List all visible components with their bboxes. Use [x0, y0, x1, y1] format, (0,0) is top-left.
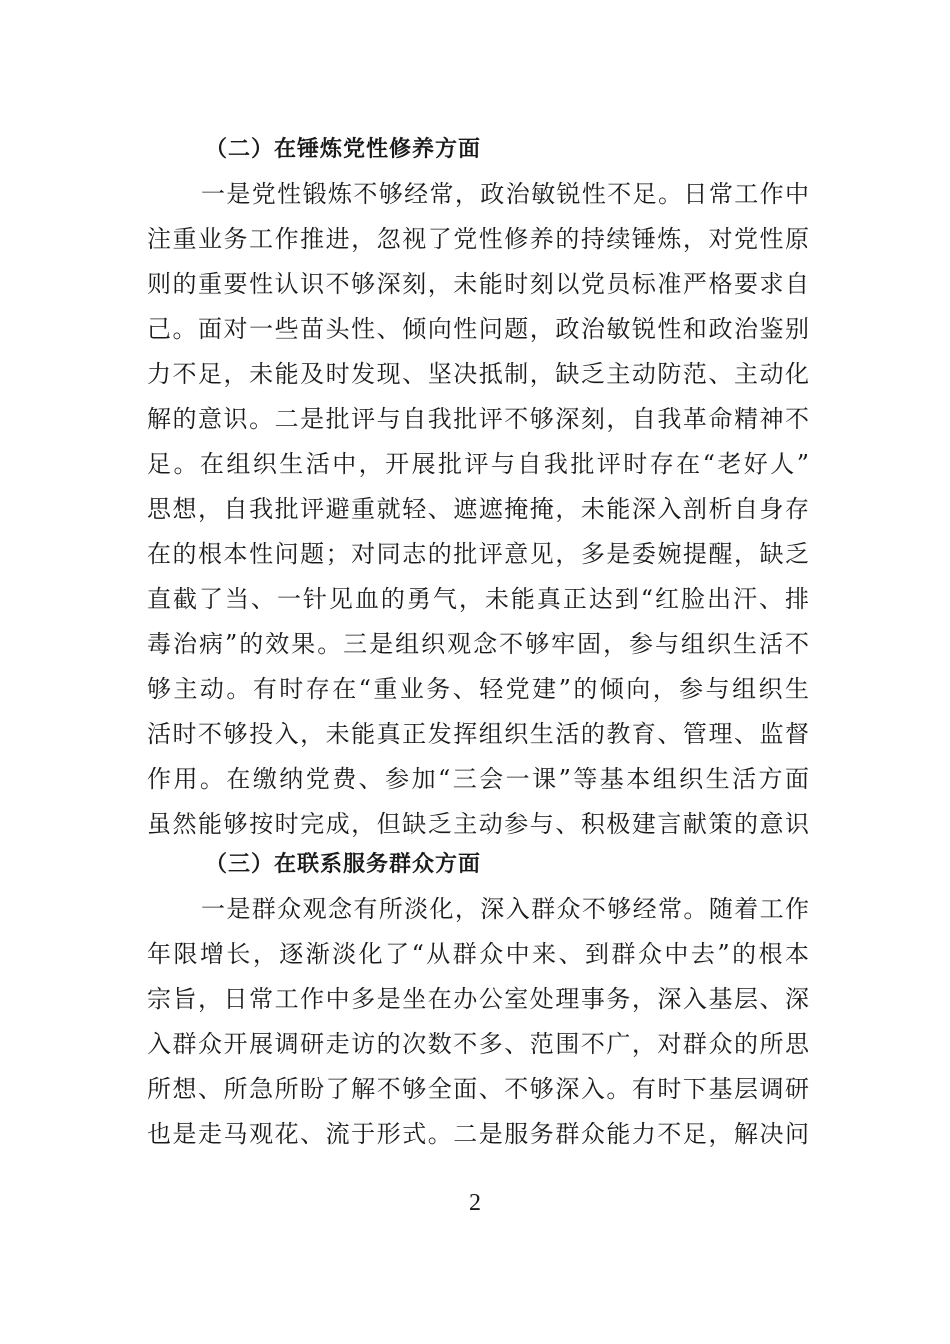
paragraph-line: 作用。在缴纳党费、参加“三会一课”等基本组织生活方面 — [147, 765, 809, 793]
paragraph-line: 力不足，未能及时发现、坚决抵制，缺乏主动防范、主动化 — [147, 360, 809, 388]
paragraph-line: 够主动。有时存在“重业务、轻党建”的倾向，参与组织生 — [147, 675, 809, 703]
paragraph-line: 己。面对一些苗头性、倾向性问题，政治敏锐性和政治鉴别 — [147, 315, 809, 343]
paragraph-line: 也是走马观花、流于形式。二是服务群众能力不足，解决问 — [147, 1120, 809, 1148]
paragraph-line: 足。在组织生活中，开展批评与自我批评时存在“老好人” — [147, 450, 809, 478]
paragraph-line: 直截了当、一针见血的勇气，未能真正达到“红脸出汗、排 — [147, 585, 809, 613]
paragraph-line: 思想，自我批评避重就轻、遮遮掩掩，未能深入剖析自身存 — [147, 495, 809, 523]
paragraph-line: 一是群众观念有所淡化，深入群众不够经常。随着工作 — [201, 895, 809, 923]
paragraph-line: 年限增长，逐渐淡化了“从群众中来、到群众中去”的根本 — [147, 940, 809, 968]
paragraph-line: 解的意识。二是批评与自我批评不够深刻，自我革命精神不 — [147, 405, 809, 433]
paragraph-line: 所想、所急所盼了解不够全面、不够深入。有时下基层调研 — [147, 1075, 809, 1103]
paragraph-line: 毒治病”的效果。三是组织观念不够牢固，参与组织生活不 — [147, 630, 809, 658]
paragraph-line: 活时不够投入，未能真正发挥组织生活的教育、管理、监督 — [147, 720, 809, 748]
paragraph-line: 在的根本性问题；对同志的批评意见，多是委婉提醒，缺乏 — [147, 540, 809, 568]
paragraph-line: 虽然能够按时完成，但缺乏主动参与、积极建言献策的意识 — [147, 810, 809, 838]
page-number: 2 — [469, 1190, 481, 1216]
paragraph-line: 宗旨，日常工作中多是坐在办公室处理事务，深入基层、深 — [147, 985, 809, 1013]
paragraph-line: 一是党性锻炼不够经常，政治敏锐性不足。日常工作中 — [201, 180, 809, 208]
paragraph-line: 则的重要性认识不够深刻，未能时刻以党员标准严格要求自 — [147, 270, 809, 298]
paragraph-line: 入群众开展调研走访的次数不多、范围不广，对群众的所思 — [147, 1030, 809, 1058]
paragraph-line: 注重业务工作推进，忽视了党性修养的持续锤炼，对党性原 — [147, 225, 809, 253]
section-heading-2: （二）在锤炼党性修养方面 — [205, 136, 482, 162]
section-heading-3: （三）在联系服务群众方面 — [205, 851, 482, 877]
